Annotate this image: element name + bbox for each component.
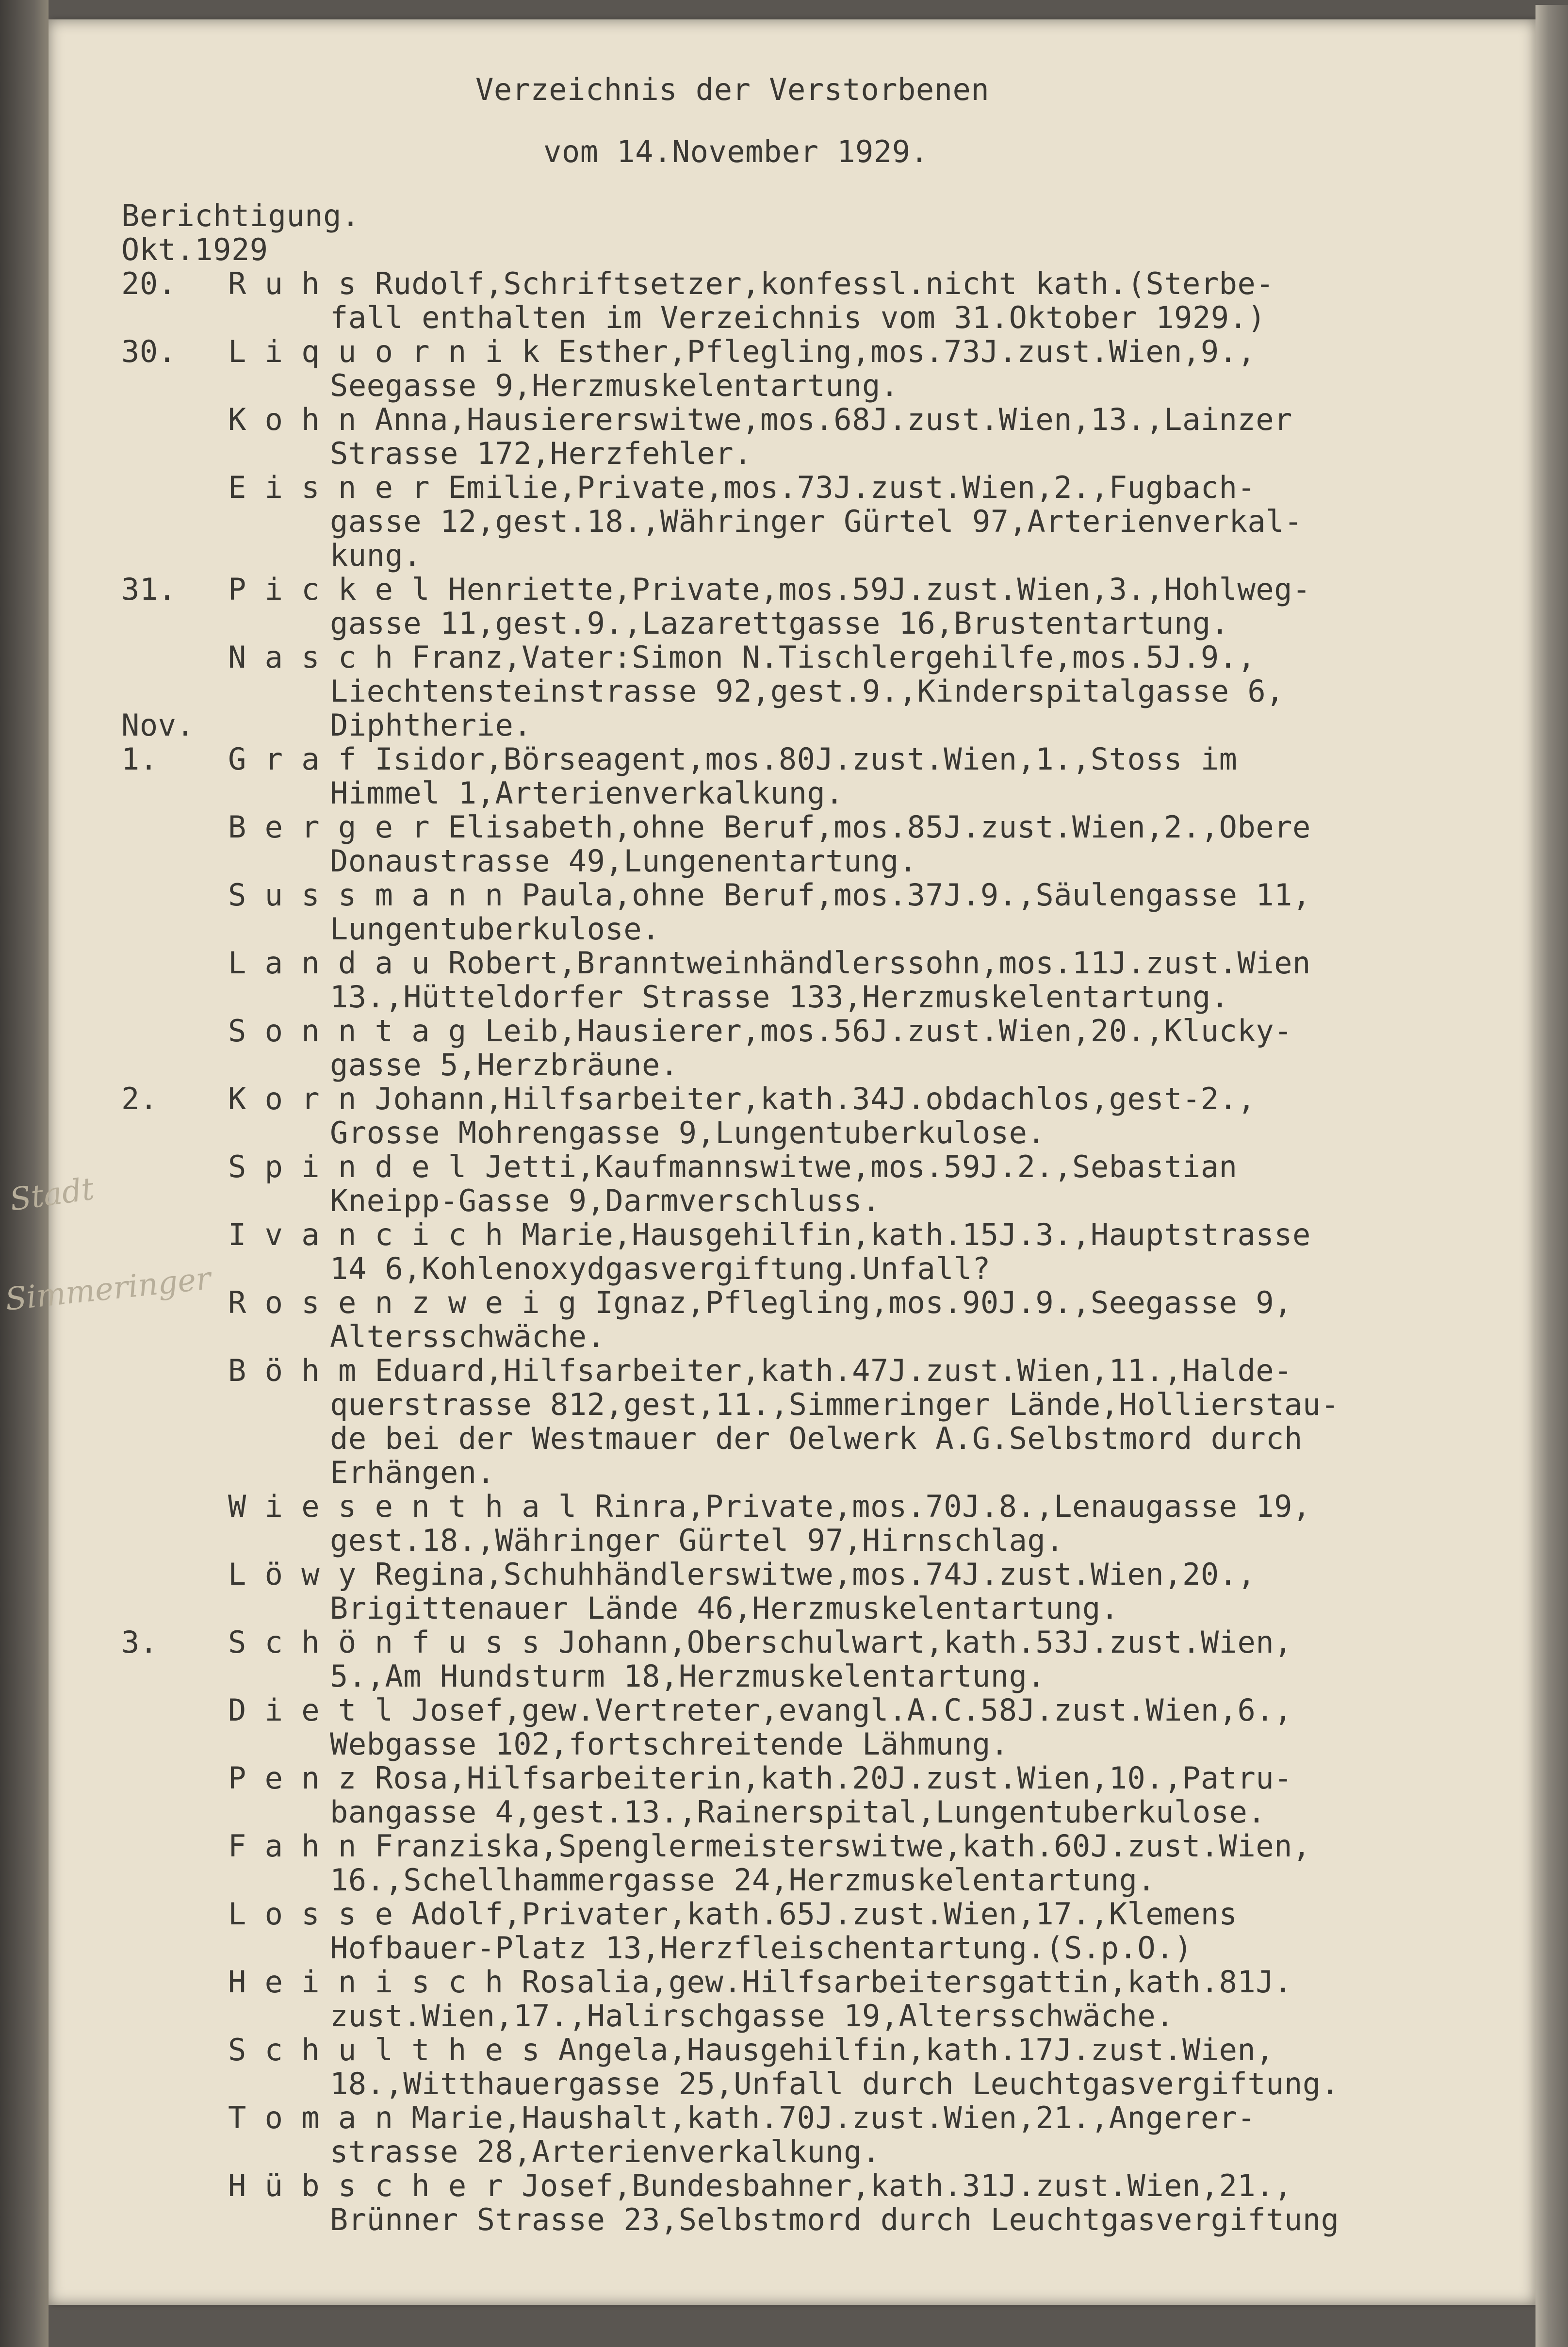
entry-continuation-text: Donaustrasse 49,Lungenentartung. [330, 843, 917, 879]
register-line [121, 1659, 1528, 1693]
register-line [121, 1456, 1528, 1490]
entry-date: 30. [121, 334, 177, 369]
entry-text: S u s s m a n n Paula,ohne Beruf,mos.37J.9.,Säulengasse 11, [228, 877, 1311, 913]
entry-text: I v a n c i c h Marie,Hausgehilfin,kath.15J.3.,Hauptstrasse [228, 1217, 1311, 1252]
document-subtitle: vom 14.November 1929. [543, 134, 929, 169]
register-line [121, 1625, 1528, 1659]
entry-continuation-text: Strasse 172,Herzfehler. [330, 436, 752, 471]
entry-continuation-text: gasse 11,gest.9.,Lazarettgasse 16,Brustentartung. [330, 606, 1229, 641]
entry-text: K o h n Anna,Hausiererswitwe,mos.68J.zust.Wien,13.,Lainzer [228, 402, 1292, 437]
register-line [121, 1761, 1528, 1795]
register-line [121, 1693, 1528, 1727]
entry-continuation-text: Altersschwäche. [330, 1319, 605, 1354]
entry-text: S c h ö n f u s s Johann,Oberschulwart,kath.53J.zust.Wien, [228, 1625, 1292, 1660]
entry-text: T o m a n Marie,Haushalt,kath.70J.zust.Wien,21.,Angerer- [228, 2100, 1256, 2135]
entry-continuation-text: Seegasse 9,Herzmuskelentartung. [330, 368, 899, 403]
entry-text: P i c k e l Henriette,Private,mos.59J.zust.Wien,3.,Hohlweg- [228, 572, 1311, 607]
register-line [121, 640, 1528, 674]
register-line [121, 946, 1528, 980]
register-line [121, 1082, 1528, 1116]
entry-text: H ü b s c h e r Josef,Bundesbahner,kath.31J.zust.Wien,21., [228, 2168, 1292, 2203]
register-line [121, 1795, 1528, 1829]
register-line [121, 776, 1528, 810]
entry-continuation-text: fall enthalten im Verzeichnis vom 31.Oktober 1929.) [330, 300, 1266, 335]
entry-continuation-text: gest.18.,Währinger Gürtel 97,Hirnschlag. [330, 1523, 1064, 1558]
register-line [121, 810, 1528, 844]
entry-text: P e n z Rosa,Hilfsarbeiterin,kath.20J.zust.Wien,10.,Patru- [228, 1760, 1292, 1796]
death-register-entries [121, 199, 1528, 2237]
register-line [121, 1354, 1528, 1388]
register-line [121, 1150, 1528, 1184]
register-line [121, 2067, 1528, 2101]
register-line [121, 912, 1528, 946]
entry-continuation-text: Liechtensteinstrasse 92,gest.9.,Kinderspitalgasse 6, [330, 673, 1285, 709]
entry-continuation-text: strasse 28,Arterienverkalkung. [330, 2134, 881, 2169]
register-line [121, 844, 1528, 878]
register-line [121, 573, 1528, 607]
register-line [121, 539, 1528, 573]
entry-text: H e i n i s c h Rosalia,gew.Hilfsarbeitersgattin,kath.81J. [228, 1964, 1292, 2000]
entry-text: S o n n t a g Leib,Hausierer,mos.56J.zust.Wien,20.,Klucky- [228, 1013, 1292, 1049]
entry-text: R o s e n z w e i g Ignaz,Pflegling,mos.90J.9.,Seegasse 9, [228, 1285, 1292, 1320]
entry-continuation-text: Grosse Mohrengasse 9,Lungentuberkulose. [330, 1115, 1046, 1150]
register-line [121, 2203, 1528, 2237]
register-line [121, 403, 1528, 437]
register-line [121, 1863, 1528, 1897]
register-line [121, 1388, 1528, 1422]
entry-text: S p i n d e l Jetti,Kaufmannswitwe,mos.59J.2.,Sebastian [228, 1149, 1238, 1184]
entry-continuation-text: 18.,Witthauergasse 25,Unfall durch Leuchtgasvergiftung. [330, 2066, 1339, 2101]
register-line [121, 301, 1528, 335]
register-line [121, 1218, 1528, 1252]
entry-continuation-text: zust.Wien,17.,Halirschgasse 19,Altersschwäche. [330, 1998, 1175, 2034]
entry-date: Nov. [121, 707, 195, 743]
entry-text: B e r g e r Elisabeth,ohne Beruf,mos.85J.zust.Wien,2.,Obere [228, 809, 1311, 845]
register-line [121, 335, 1528, 369]
entry-continuation-text: Lungentuberkulose. [330, 911, 660, 947]
entry-continuation-text: 5.,Am Hundsturm 18,Herzmuskelentartung. [330, 1658, 1046, 1694]
entry-text: D i e t l Josef,gew.Vertreter,evangl.A.C.58J.zust.Wien,6., [228, 1692, 1292, 1728]
section-heading: Berichtigung. [121, 198, 360, 233]
entry-date: 2. [121, 1081, 158, 1116]
entry-text: W i e s e n t h a l Rinra,Private,mos.70J.8.,Lenaugasse 19, [228, 1489, 1311, 1524]
register-line [121, 2169, 1528, 2203]
entry-continuation-text: 16.,Schellhammergasse 24,Herzmuskelentartung. [330, 1862, 1156, 1898]
register-line [121, 471, 1528, 505]
entry-text: E i s n e r Emilie,Private,mos.73J.zust.Wien,2.,Fugbach- [228, 470, 1256, 505]
entry-text: N a s c h Franz,Vater:Simon N.Tischlergehilfe,mos.5J.9., [228, 640, 1256, 675]
entry-continuation-text: Diphtherie. [330, 707, 532, 743]
register-line [121, 1829, 1528, 1863]
entry-continuation-text: Himmel 1,Arterienverkalkung. [330, 775, 844, 811]
entry-text: L a n d a u Robert,Branntweinhändlerssohn,mos.11J.zust.Wien [228, 945, 1311, 981]
entry-date: 3. [121, 1625, 158, 1660]
entry-text: S c h u l t h e s Angela,Hausgehilfin,kath.17J.zust.Wien, [228, 2032, 1274, 2068]
register-line [121, 1286, 1528, 1320]
entry-date: 31. [121, 572, 177, 607]
register-line [121, 1524, 1528, 1558]
register-line [121, 1014, 1528, 1048]
entry-continuation-text: querstrasse 812,gest,11.,Simmeringer Lände,Hollierstau- [330, 1387, 1339, 1422]
entry-continuation-text: bangasse 4,gest.13.,Rainerspital,Lungentuberkulose. [330, 1794, 1266, 1830]
register-line [121, 199, 1528, 233]
entry-continuation-text: kung. [330, 538, 422, 573]
register-line [121, 505, 1528, 539]
margin-pencil-note: Simmeringer [3, 1260, 212, 1318]
register-line [121, 674, 1528, 708]
register-line [121, 1727, 1528, 1761]
register-line [121, 1422, 1528, 1456]
entry-continuation-text: gasse 12,gest.18.,Währinger Gürtel 97,Arterienverkal- [330, 504, 1303, 539]
entry-continuation-text: Webgasse 102,fortschreitende Lähmung. [330, 1726, 1009, 1762]
entry-continuation-text: Kneipp-Gasse 9,Darmverschluss. [330, 1183, 881, 1218]
register-line [121, 742, 1528, 776]
entry-continuation-text: 13.,Hütteldorfer Strasse 133,Herzmuskelentartung. [330, 979, 1229, 1015]
document-title: Verzeichnis der Verstorbenen [475, 72, 990, 107]
register-line [121, 980, 1528, 1014]
register-line [121, 708, 1528, 742]
register-line [121, 1252, 1528, 1286]
entry-continuation-text: Erhängen. [330, 1455, 495, 1490]
register-line [121, 1184, 1528, 1218]
entry-continuation-text: gasse 5,Herzbräune. [330, 1047, 679, 1083]
register-line [121, 1116, 1528, 1150]
document-page [49, 19, 1542, 2305]
register-line [121, 2033, 1528, 2067]
register-line [121, 1931, 1528, 1965]
register-line [121, 1048, 1528, 1082]
entry-text: R u h s Rudolf,Schriftsetzer,konfessl.nicht kath.(Sterbe- [228, 266, 1274, 301]
register-line [121, 1490, 1528, 1524]
margin-pencil-note: Stadt [7, 1171, 97, 1218]
entry-continuation-text: 14 6,Kohlenoxydgasvergiftung.Unfall? [330, 1251, 991, 1286]
register-line [121, 1897, 1528, 1931]
register-line [121, 1999, 1528, 2033]
register-line [121, 1592, 1528, 1625]
scan-left-edge [0, 0, 49, 2347]
register-line [121, 2135, 1528, 2169]
entry-continuation-text: Brünner Strasse 23,Selbstmord durch Leuchtgasvergiftung [330, 2202, 1339, 2237]
entry-text: B ö h m Eduard,Hilfsarbeiter,kath.47J.zust.Wien,11.,Halde- [228, 1353, 1292, 1388]
register-line [121, 437, 1528, 471]
register-line [121, 369, 1528, 403]
register-line [121, 1965, 1528, 1999]
section-heading: Okt.1929 [121, 232, 268, 267]
register-line [121, 878, 1528, 912]
entry-text: K o r n Johann,Hilfsarbeiter,kath.34J.obdachlos,gest-2., [228, 1081, 1256, 1116]
entry-continuation-text: Hofbauer-Platz 13,Herzfleischentartung.(S.p.O.) [330, 1930, 1192, 1966]
entry-continuation-text: de bei der Westmauer der Oelwerk A.G.Selbstmord durch [330, 1421, 1303, 1456]
entry-text: G r a f Isidor,Börseagent,mos.80J.zust.Wien,1.,Stoss im [228, 741, 1238, 777]
register-line [121, 267, 1528, 301]
register-line [121, 233, 1528, 267]
scan-right-edge [1535, 5, 1568, 2347]
register-line [121, 1320, 1528, 1354]
entry-text: F a h n Franziska,Spenglermeisterswitwe,kath.60J.zust.Wien, [228, 1828, 1311, 1864]
entry-continuation-text: Brigittenauer Lände 46,Herzmuskelentartung. [330, 1591, 1119, 1626]
entry-date: 1. [121, 741, 158, 777]
register-line [121, 1558, 1528, 1592]
register-line [121, 607, 1528, 640]
entry-text: L o s s e Adolf,Privater,kath.65J.zust.Wien,17.,Klemens [228, 1896, 1238, 1932]
entry-text: L ö w y Regina,Schuhhändlerswitwe,mos.74J.zust.Wien,20., [228, 1557, 1256, 1592]
register-line [121, 2101, 1528, 2135]
entry-text: L i q u o r n i k Esther,Pflegling,mos.73J.zust.Wien,9., [228, 334, 1256, 369]
entry-date: 20. [121, 266, 177, 301]
